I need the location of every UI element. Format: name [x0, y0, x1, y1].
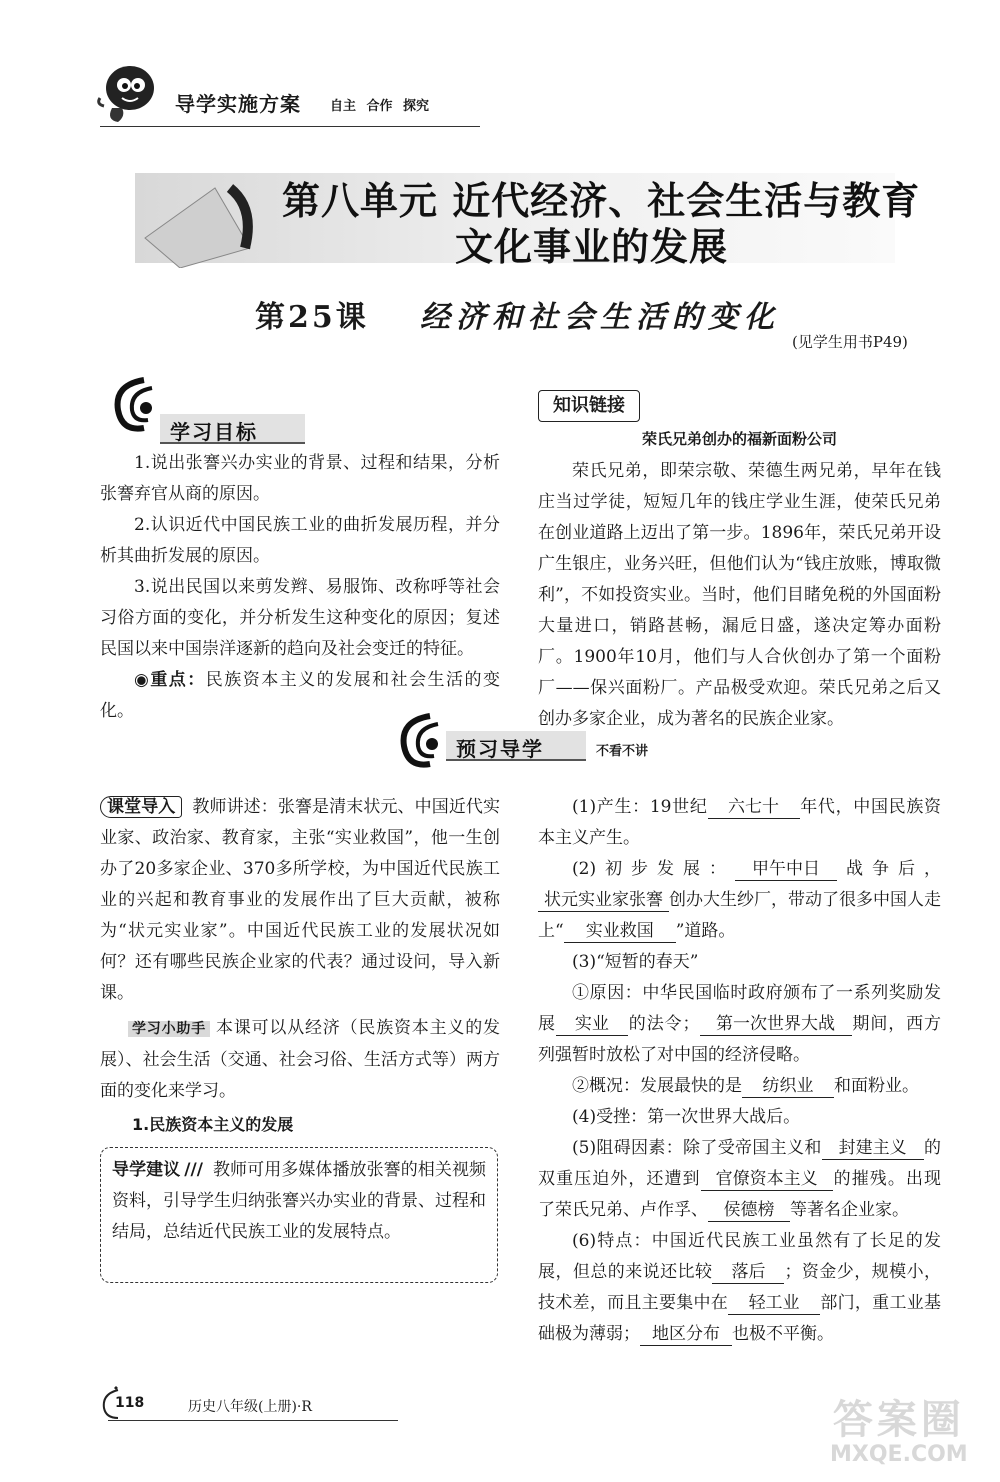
- key-label: ◉重点：: [134, 670, 206, 690]
- answer-blank: 第一次世界大战: [700, 1013, 852, 1036]
- advice-text: 教师可用多媒体播放张謇的相关视频资料，引导学生归纳张謇兴办实业的背景、过程和结局，总结近代民族工业的发展特点。: [112, 1160, 487, 1242]
- text: (2)初步发展：: [572, 859, 736, 879]
- series-title: 导学实施方案: [175, 92, 301, 116]
- footer-divider: [108, 1420, 398, 1421]
- series-tags: 自主 合作 探究: [330, 99, 430, 114]
- text: 也极不平衡。: [732, 1324, 834, 1344]
- note-features: [538, 1226, 941, 1350]
- knowledge-link-title: 荣氏兄弟创办的福新面粉公司: [641, 430, 837, 448]
- intro-block: [100, 792, 500, 1140]
- unit-title-line1: 第八单元 近代经济、社会生活与教育: [282, 179, 921, 223]
- objective-item: 1.说出张謇兴办实业的背景、过程和结果，分析张謇弃官从商的原因。: [100, 453, 500, 504]
- lesson-number: 第25课: [255, 300, 369, 335]
- text: 的摧残。出现了荣氏兄弟、卢作孚、: [538, 1169, 942, 1220]
- text: (6)特点：中国近代民族工业虽然有了长足的发展，但总的来说还比较: [538, 1231, 941, 1282]
- slash-icon: ///: [184, 1160, 203, 1180]
- watermark-text: 答案圈: [832, 1397, 965, 1443]
- development-notes: [538, 792, 941, 1350]
- swirl-icon: [104, 370, 164, 440]
- answer-blank: 封建主义: [822, 1137, 924, 1160]
- text: 战争后，: [837, 859, 941, 879]
- answer-blank: 实业: [556, 1013, 628, 1036]
- answer-blank: 六七十: [708, 796, 800, 819]
- helper-label: 学习小助手: [128, 1021, 210, 1037]
- answer-blank: 官僚资本主义: [701, 1168, 833, 1191]
- text: ”道路。: [675, 921, 736, 941]
- lesson-title: 经济和社会生活的变化: [420, 300, 780, 335]
- book-title: 历史八年级(上册)·R: [188, 1399, 312, 1415]
- section1-title: 1.民族资本主义的发展: [132, 1115, 294, 1134]
- note-obstacles: [538, 1133, 941, 1226]
- answer-blank: 状元实业家张謇: [538, 889, 669, 912]
- answer-blank: 地区分布: [640, 1323, 732, 1346]
- text: ；资金少，规模小，技术差，而且主要集中在: [538, 1262, 942, 1313]
- helper-paragraph: [100, 1013, 500, 1107]
- knowledge-link-label: 知识链接: [538, 390, 640, 422]
- answer-blank: 侯德榜: [708, 1199, 790, 1222]
- advice-content: [112, 1155, 486, 1248]
- unit-title-line2: 文化事业的发展: [455, 225, 729, 269]
- intro-label: 课堂导入: [100, 796, 182, 818]
- mascot-logo: [92, 58, 162, 128]
- note-early: [538, 854, 941, 947]
- advice-label: 导学建议: [112, 1160, 181, 1180]
- knowledge-text: 荣氏兄弟，即荣宗敬、荣德生两兄弟，早年在钱庄当过学徒，短短几年的钱庄学业生涯，使荣氏兄弟在创业道路上迈出了第一步。1896年，荣氏兄弟开设广生银庄，业务兴旺，但他们认为“钱庄放账，博取微利”，不如投资实业。当时，他们目睹免税的外国面粉大量进口，销路甚畅，漏卮日盛，遂决定筹办面粉厂。1900年10月，他们与人合伙创办了第一个面粉厂——保兴面粉厂。产品极受欢迎。荣氏兄弟之后又创办多家企业，成为著名的民族企业家。: [538, 461, 941, 729]
- text: 创办大生纱厂，带动了很多中国人走上“: [538, 890, 941, 941]
- objective-item: 2.认识近代中国民族工业的曲折发展历程，并分析其曲折发展的原因。: [100, 515, 500, 566]
- helper-text: 本课可以从经济（民族资本主义的发展）、社会生活（交通、社会习俗、生活方式等）两方面的变化来学习。: [100, 1018, 500, 1101]
- header-divider: [100, 126, 480, 127]
- preview-sublabel: 不看不讲: [596, 744, 649, 759]
- text: 部门，重工业基础极为薄弱；: [538, 1293, 942, 1344]
- objective-item: 3.说出民国以来剪发辫、易服饰、改称呼等社会习俗方面的变化，并分析发生这种变化的原因；复述民国以来中国崇洋逐新的趋向及社会变迁的特征。: [100, 577, 500, 659]
- note-reason: [538, 978, 941, 1071]
- note-setback: (4)受挫：第一次世界大战后。: [572, 1107, 801, 1127]
- note-spring: (3)“短暂的春天”: [572, 952, 699, 972]
- objectives-label: 学习目标: [170, 420, 258, 444]
- text: 的法令；: [627, 1014, 700, 1034]
- intro-paragraph: [100, 792, 500, 1009]
- text: ①原因：中华民国临时政府颁布了一系列奖励发展: [538, 983, 941, 1034]
- preview-label: 预习导学: [456, 737, 544, 761]
- text: ②概况：发展最快的是: [572, 1076, 742, 1096]
- swirl-icon: [390, 706, 450, 776]
- intro-text: 教师讲述：张謇是清末状元、中国近代实业家、政治家、教育家，主张“实业救国”，他一生创办了20多家企业、370多所学校，为中国近代民族工业的兴起和教育事业的发展作出了巨大贡献，被称为“状元实业家”。中国近代民族工业的发展状况如何？还有哪些民族企业家的代表？通过设问，导入新课。: [100, 797, 501, 1003]
- answer-blank: 轻工业: [728, 1292, 820, 1315]
- answer-blank: 甲午中日: [735, 858, 837, 881]
- knowledge-link-body: [538, 456, 941, 735]
- answer-blank: 纺织业: [742, 1075, 834, 1098]
- answer-blank: 落后: [712, 1261, 784, 1284]
- text: 的双重压迫外，还遭到: [538, 1138, 941, 1189]
- note-origin: [538, 792, 941, 854]
- page-number: 118: [115, 1395, 145, 1411]
- key-text: 民族资本主义的发展和社会生活的变化。: [100, 670, 500, 721]
- advice-paragraph: [112, 1155, 486, 1248]
- watermark: [830, 1398, 968, 1468]
- text: (1)产生：19世纪: [572, 797, 708, 817]
- text: 年代，中国民族资本主义产生。: [538, 797, 941, 848]
- text: 和面粉业。: [834, 1076, 919, 1096]
- lesson-reference: (见学生用书P49): [792, 333, 908, 351]
- text: 等著名企业家。: [790, 1200, 909, 1220]
- text: 期间，西方列强暂时放松了对中国的经济侵略。: [538, 1014, 942, 1065]
- note-overview: [538, 1071, 941, 1102]
- watermark-url: MXQE.COM: [830, 1442, 968, 1467]
- text: (5)阻碍因素：除了受帝国主义和: [572, 1138, 822, 1158]
- answer-blank: 实业救国: [564, 920, 676, 943]
- objectives-list: [100, 448, 500, 727]
